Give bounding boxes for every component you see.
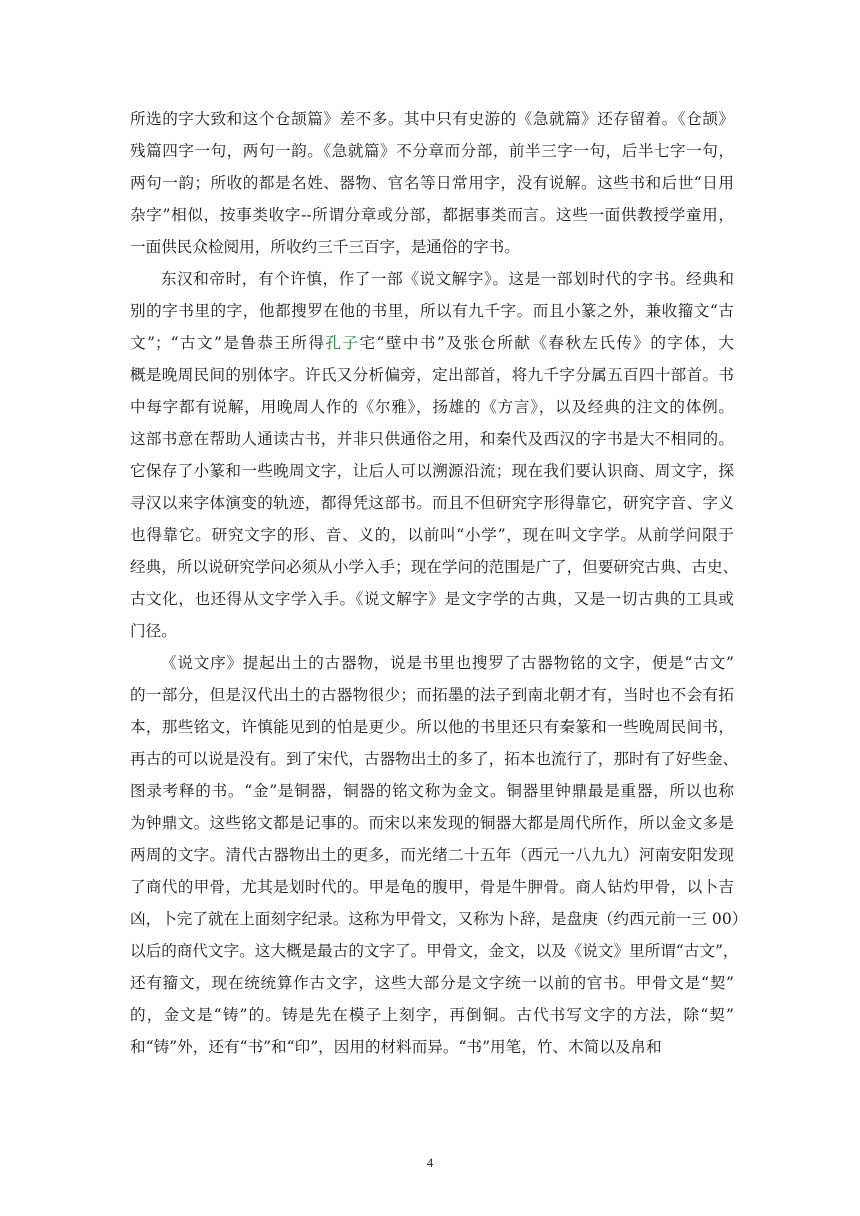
text-segment: 还有籀文，现在统统算作古文字，这些大部分是文字统一以前的官书。甲骨文是“契” — [130, 974, 734, 992]
text-line — [130, 583, 734, 615]
text-line — [130, 711, 734, 743]
text-line — [130, 487, 734, 519]
text-line — [130, 1031, 734, 1063]
text-line — [130, 263, 734, 295]
text-segment: 门径。 — [130, 622, 177, 640]
text-line — [130, 647, 734, 679]
text-line — [130, 519, 734, 551]
page-number: 4 — [426, 1155, 434, 1170]
text-line — [130, 391, 734, 423]
text-segment: 的，金文是“铸”的。铸是先在模子上刻字，再倒铜。古代书写文字的方法，除“契” — [130, 1006, 734, 1024]
text-line — [130, 903, 748, 935]
text-line — [130, 423, 734, 455]
text-line — [130, 807, 734, 839]
text-line — [130, 359, 734, 391]
text-line — [130, 231, 734, 263]
text-line — [130, 999, 734, 1031]
text-segment: 东汉和帝时，有个许慎，作了一部《说文解字》。这是一部划时代的字书。经典和 — [161, 270, 734, 288]
text-segment: 本，那些铭文，许慎能见到的怕是更少。所以他的书里还只有秦篆和一些晚周民间书， — [130, 718, 734, 736]
text-line — [130, 775, 734, 807]
text-segment: 两句一韵；所收的都是名姓、器物、官名等日常用字，没有说解。这些书和后世“日用 — [130, 174, 734, 192]
text-segment: 所选的字大致和这个仓颉篇》差不多。其中只有史游的《急就篇》还存留着。《仓颉》 — [130, 110, 734, 128]
text-line — [130, 295, 734, 327]
text-segment: 中每字都有说解，用晚周人作的《尔雅》，扬雄的《方言》，以及经典的注文的体例。 — [130, 398, 734, 416]
text-segment: 以后的商代文字。这大概是最古的文字了。甲骨文，金文，以及《说文》里所谓“古文”， — [130, 942, 739, 960]
text-segment: 也得靠它。研究文字的形、音、义的，以前叫“小学”，现在叫文字学。从前学问限于 — [130, 526, 734, 544]
text-segment: 图录考释的书。“金”是铜器，铜器的铭文称为金文。铜器里钟鼎最是重器，所以也称 — [130, 782, 734, 800]
text-segment: 的一部分，但是汉代出土的古器物很少；而拓墨的法子到南北朝才有，当时也不会有拓 — [130, 686, 734, 704]
text-segment: 和“铸”外，还有“书”和“印”，因用的材料而异。“书”用笔，竹、木简以及帛和 — [130, 1038, 662, 1056]
text-line — [130, 967, 734, 999]
text-line — [130, 935, 739, 967]
text-segment: 再古的可以说是没有。到了宋代，古器物出土的多了，拓本也流行了，那时有了好些金、 — [130, 750, 739, 768]
text-line — [130, 615, 734, 647]
text-segment: 寻汉以来字体演变的轨迹，都得凭这部书。而且不但研究字形得靠它，研究字音、字义 — [130, 494, 734, 512]
text-line — [130, 199, 734, 231]
text-segment: 宅“壁中书”及张仓所献《春秋左氏传》的字体，大 — [359, 334, 734, 352]
text-line — [130, 871, 734, 903]
text-segment: 它保存了小篆和一些晚周文字，让后人可以溯源沿流；现在我们要认识商、周文字，探 — [130, 462, 734, 480]
text-line — [130, 839, 734, 871]
text-segment: 残篇四字一句，两句一韵。《急就篇》不分章而分部，前半三字一句，后半七字一句， — [130, 142, 734, 160]
text-segment: 杂字”相似，按事类收字--所谓分章或分部，都据事类而言。这些一面供教授学童用， — [130, 206, 734, 224]
text-segment: 《说文序》提起出土的古器物，说是书里也搜罗了古器物铭的文字，便是“古文” — [161, 654, 734, 672]
text-line — [130, 743, 739, 775]
text-line — [130, 327, 734, 359]
text-segment: 别的字书里的字，他都搜罗在他的书里，所以有九千字。而且小篆之外，兼收籀文“古 — [130, 302, 734, 320]
text-segment: 两周的文字。清代古器物出土的更多，而光绪二十五年（西元一八九九）河南安阳发现 — [130, 846, 734, 864]
text-segment: 这部书意在帮助人通读古书，并非只供通俗之用，和秦代及西汉的字书是大不相同的。 — [130, 430, 734, 448]
text-segment: 一面供民众检阅用，所收约三千三百字，是通俗的字书。 — [130, 238, 520, 256]
text-line — [130, 103, 734, 135]
text-line — [130, 679, 734, 711]
text-segment: 为钟鼎文。这些铭文都是记事的。而宋以来发现的铜器大都是周代所作，所以金文多是 — [130, 814, 734, 832]
text-line — [130, 455, 734, 487]
text-segment: 古文化，也还得从文字学入手。《说文解字》是文字学的古典，又是一切古典的工具或 — [130, 590, 734, 608]
text-segment: 了商代的甲骨，尤其是划时代的。甲是龟的腹甲，骨是牛胛骨。商人钻灼甲骨，以卜吉 — [130, 878, 734, 896]
text-segment: 凶，卜完了就在上面刻字纪录。这称为甲骨文，又称为卜辞，是盘庚（约西元前一三 00） — [130, 910, 748, 928]
text-line — [130, 167, 734, 199]
hyperlink-kongzi[interactable]: 孔子 — [325, 334, 360, 352]
text-segment: 概是晚周民间的别体字。许氏又分析偏旁，定出部首，将九千字分属五百四十部首。书 — [130, 366, 734, 384]
text-body — [130, 103, 748, 1063]
text-segment: 文”；“古文”是鲁恭王所得 — [130, 334, 326, 352]
text-line — [130, 135, 734, 167]
text-segment: 经典，所以说研究学问必须从小学入手；现在学问的范围是广了，但要研究古典、古史、 — [130, 558, 739, 576]
text-line — [130, 551, 739, 583]
